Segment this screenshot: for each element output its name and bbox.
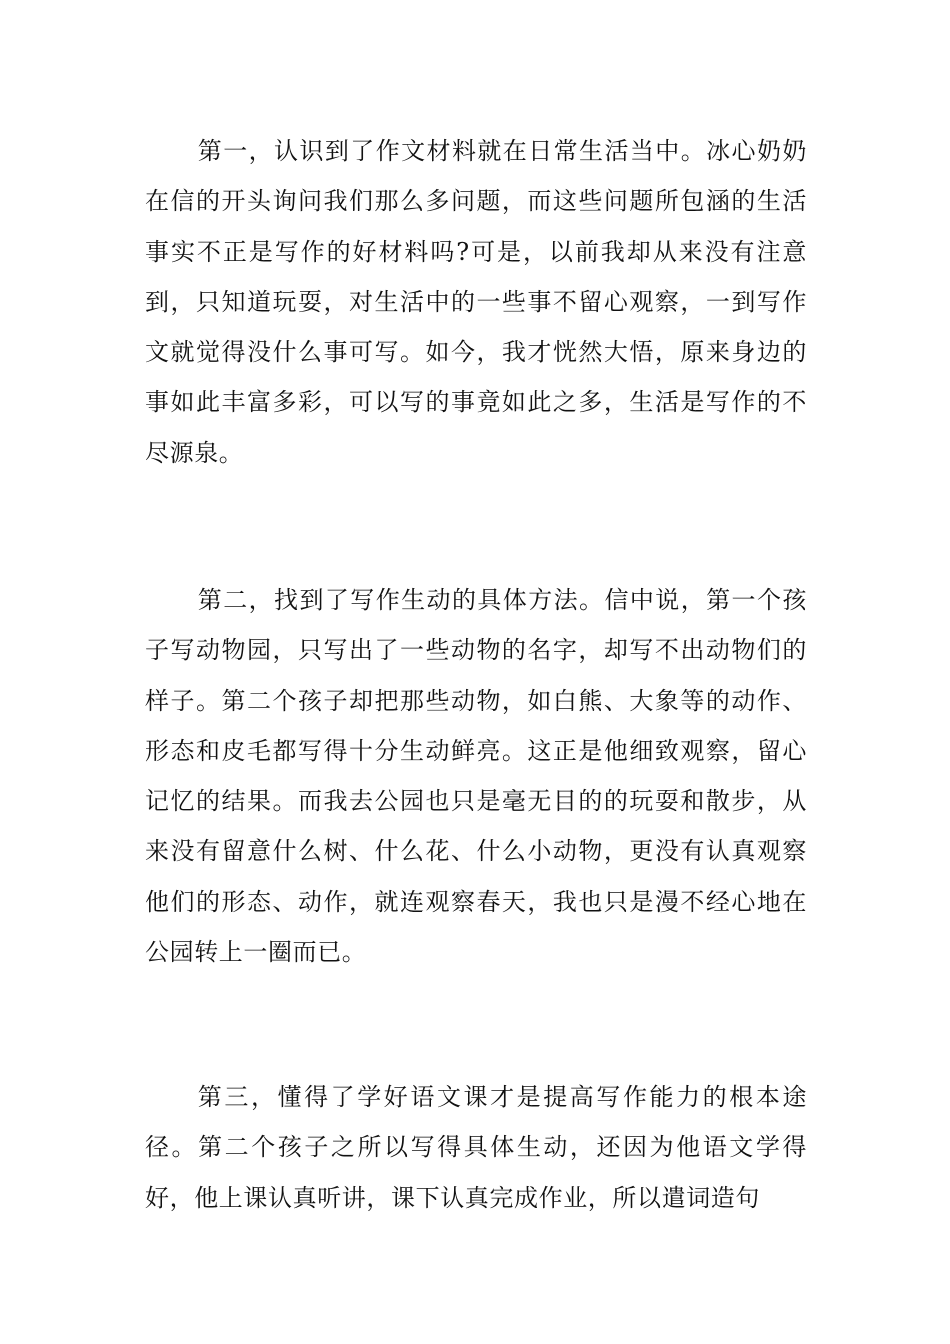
paragraph-third-point: 第三，懂得了学好语文课才是提高写作能力的根本途径。第二个孩子之所以写得具体生动，还因为他语文学得好，他上课认真听讲，课下认真完成作业，所以遣词造句: [145, 1083, 807, 1212]
paragraph-first-point: 第一，认识到了作文材料就在日常生活当中。冰心奶奶在信的开头询问我们那么多问题，而这些问题所包涵的生活事实不正是写作的好材料吗?可是，以前我却从来没有注意到，只知道玩耍，对生活中的一些事不留心观察，一到写作文就觉得没什么事可写。如今，我才恍然大悟，原来身边的事如此丰富多彩，可以写的事竟如此之多，生活是写作的不尽源泉。: [145, 137, 807, 467]
paragraph-second-point: 第二，找到了写作生动的具体方法。信中说，第一个孩子写动物园，只写出了一些动物的名字，却写不出动物们的样子。第二个孩子却把那些动物，如白熊、大象等的动作、形态和皮毛都写得十分生动鲜亮。这正是他细致观察，留心记忆的结果。而我去公园也只是毫无目的的玩耍和散步，从来没有留意什么树、什么花、什么小动物，更没有认真观察他们的形态、动作，就连观察春天，我也只是漫不经心地在公园转上一圈而已。: [145, 586, 807, 967]
